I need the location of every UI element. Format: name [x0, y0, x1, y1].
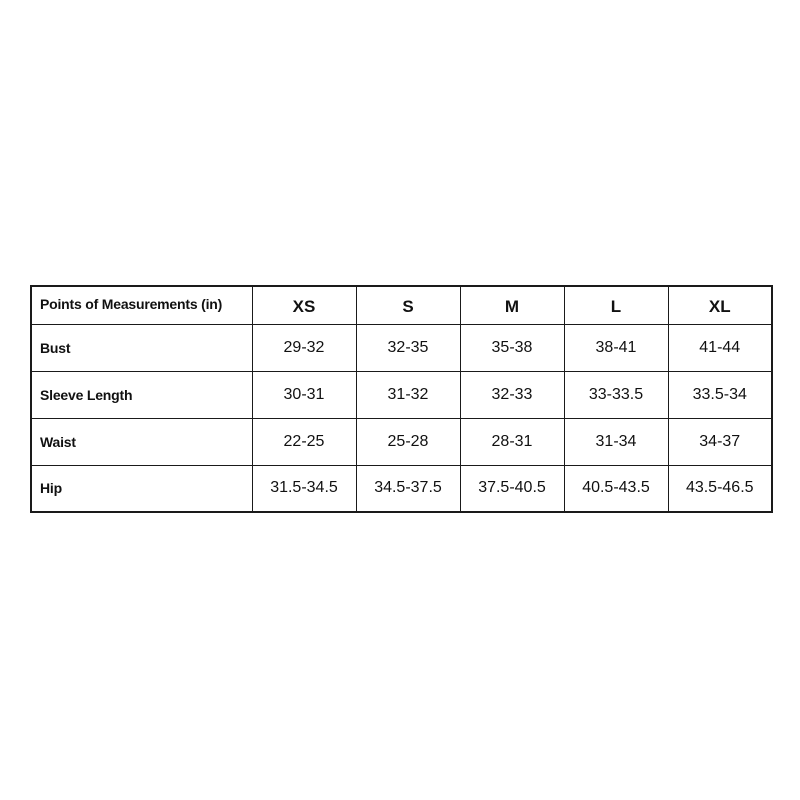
waist-xs-value: 22-25 [252, 418, 356, 465]
size-header-xs: XS [252, 286, 356, 324]
waist-s-value: 25-28 [356, 418, 460, 465]
row-label-waist: Waist [31, 418, 252, 465]
hip-m-value: 37.5-40.5 [460, 465, 564, 512]
size-header-s: S [356, 286, 460, 324]
hip-l-value: 40.5-43.5 [564, 465, 668, 512]
hip-xs-value: 31.5-34.5 [252, 465, 356, 512]
bust-s-value: 32-35 [356, 324, 460, 371]
size-chart-table [30, 285, 773, 513]
size-header-l: L [564, 286, 668, 324]
row-label-hip: Hip [31, 465, 252, 512]
sleeve-length-l-value: 33-33.5 [564, 371, 668, 418]
row-label-bust: Bust [31, 324, 252, 371]
bust-l-value: 38-41 [564, 324, 668, 371]
waist-l-value: 31-34 [564, 418, 668, 465]
bust-m-value: 35-38 [460, 324, 564, 371]
sleeve-length-s-value: 31-32 [356, 371, 460, 418]
measurements-header: Points of Measurements (in) [31, 286, 252, 324]
sleeve-length-xl-value: 33.5-34 [668, 371, 772, 418]
waist-m-value: 28-31 [460, 418, 564, 465]
hip-xl-value: 43.5-46.5 [668, 465, 772, 512]
table-row-hip [31, 465, 772, 512]
row-label-sleeve-length: Sleeve Length [31, 371, 252, 418]
size-header-m: M [460, 286, 564, 324]
bust-xl-value: 41-44 [668, 324, 772, 371]
table-row-waist [31, 418, 772, 465]
sleeve-length-m-value: 32-33 [460, 371, 564, 418]
table-row-sleeve-length [31, 371, 772, 418]
waist-xl-value: 34-37 [668, 418, 772, 465]
size-chart-header-row [31, 286, 772, 324]
hip-s-value: 34.5-37.5 [356, 465, 460, 512]
table-row-bust [31, 324, 772, 371]
size-header-xl: XL [668, 286, 772, 324]
sleeve-length-xs-value: 30-31 [252, 371, 356, 418]
bust-xs-value: 29-32 [252, 324, 356, 371]
